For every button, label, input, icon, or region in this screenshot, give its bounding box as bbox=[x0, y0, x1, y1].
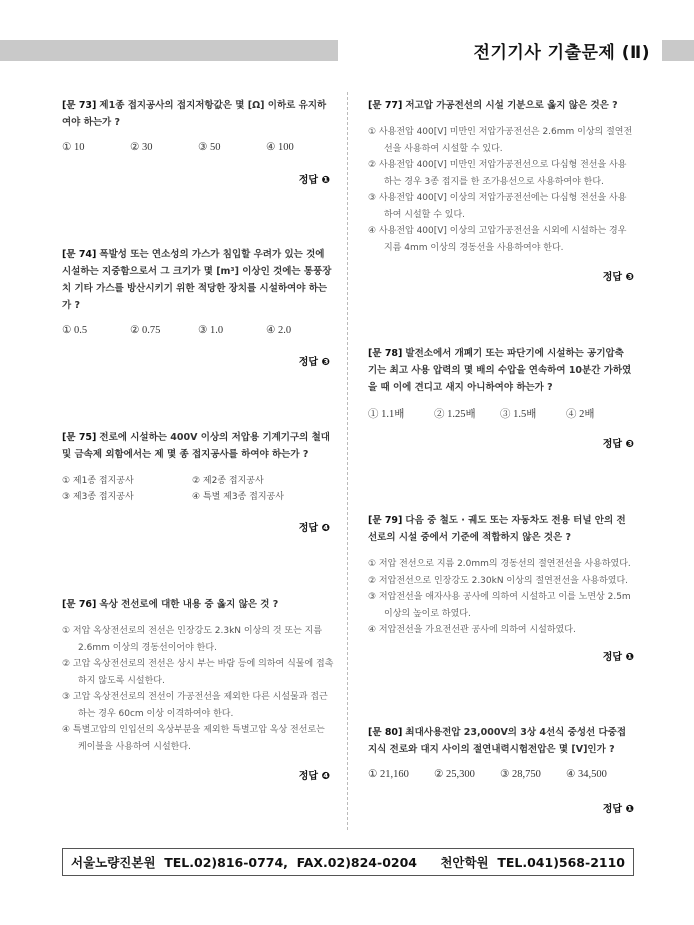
answer-label: 정답 ❶ bbox=[602, 804, 634, 815]
question-80 bbox=[368, 724, 633, 780]
question-77 bbox=[368, 97, 633, 256]
column-divider bbox=[347, 92, 348, 830]
option: ④ 100 bbox=[266, 142, 294, 153]
answer-label: 정답 ❸ bbox=[602, 439, 634, 450]
option-list bbox=[368, 124, 633, 256]
answer-label: 정답 ❹ bbox=[298, 771, 330, 782]
question-body: 전로에 시설하는 400V 이상의 저압용 기계기구의 철대 및 금속제 외함에서는 제 몇 종 접지공사를 하여야 하는가 ? bbox=[62, 432, 330, 460]
option-list bbox=[368, 556, 633, 639]
question-number: [문 74] bbox=[62, 249, 97, 260]
question-79 bbox=[368, 512, 633, 639]
option: ② 25,300 bbox=[434, 769, 475, 780]
answer-label: 정답 ❶ bbox=[298, 175, 330, 186]
option: ④ 특별고압의 인입선의 옥상부분을 제외한 특별고압 옥상 전선로는 케이블을 사용하여 시설한다. bbox=[62, 725, 325, 752]
option: ③ 저압전선을 애자사용 공사에 의하여 시설하고 이를 노면상 2.5m 이상의 높이로 하였다. bbox=[368, 592, 631, 619]
question-number: [문 78] bbox=[368, 348, 403, 359]
option: ④ 2배 bbox=[566, 409, 595, 420]
question-number: [문 73] bbox=[62, 100, 97, 111]
question-76 bbox=[62, 596, 334, 755]
question-78 bbox=[368, 345, 633, 421]
option-list bbox=[62, 623, 334, 755]
option: ② 고압 옥상전선로의 전선은 상시 부는 바람 등에 의하여 식물에 접촉하지 않도록 시설한다. bbox=[62, 659, 334, 686]
option-list bbox=[62, 324, 334, 336]
question-body: 폭발성 또는 연소성의 가스가 침입할 우려가 있는 것에 시설하는 지중함으로서 그 크기가 몇 [m³] 이상인 것에는 통풍장치 기타 가스를 방산시키기 위한 적당한 장치를 시설하여야 하는가 ? bbox=[62, 249, 332, 311]
option: ① 10 bbox=[62, 142, 85, 153]
option: ① 제1종 접지공사 bbox=[62, 476, 134, 486]
option: ③ 1.5배 bbox=[500, 409, 537, 420]
header-bar-left bbox=[0, 40, 338, 61]
question-73 bbox=[62, 97, 334, 153]
option: ② 1.25배 bbox=[434, 409, 476, 420]
option: ① 저압 옥상전선로의 전선은 인장강도 2.3kN 이상의 것 또는 지름 2.6mm 이상의 경동선이어야 한다. bbox=[62, 626, 323, 653]
question-number: [문 76] bbox=[62, 599, 97, 610]
question-number: [문 79] bbox=[368, 515, 403, 526]
option: ④ 2.0 bbox=[266, 325, 292, 336]
option: ② 30 bbox=[130, 142, 153, 153]
option: ③ 1.0 bbox=[198, 325, 224, 336]
page-title: 전기기사 기출문제 (Ⅱ) bbox=[473, 43, 650, 63]
option: ② 사용전압 400[V] 미만인 저압가공전선으로 다심형 전선을 사용하는 경우 3종 접지를 한 조가용선으로 사용하여야 한다. bbox=[368, 160, 627, 187]
question-number: [문 77] bbox=[368, 100, 403, 111]
answer-label: 정답 ❹ bbox=[298, 523, 330, 534]
footer-cheonan-contact: 천안학원 TEL.041)568-2110 bbox=[440, 855, 625, 870]
question-75 bbox=[62, 429, 334, 502]
question-body: 제1종 접지공사의 접지저항값은 몇 [Ω] 이하로 유지하여야 하는가 ? bbox=[62, 100, 327, 128]
answer-label: 정답 ❸ bbox=[602, 272, 634, 283]
option: ② 저압전선으로 인장강도 2.30kN 이상의 절연전선을 사용하였다. bbox=[368, 575, 629, 586]
question-text bbox=[62, 429, 334, 463]
option: ④ 저압전선을 가요전선관 공사에 의하여 시설하였다. bbox=[368, 625, 576, 635]
option: ③ 고압 옥상전선로의 전선이 가공전선을 제외한 다른 시설물과 접근하는 경우 60cm 이상 이격하여야 한다. bbox=[62, 692, 328, 719]
option: ③ 50 bbox=[198, 142, 221, 153]
option: ③ 사용전압 400[V] 이상의 저압가공전선에는 다심형 전선을 사용하여 시설할 수 있다. bbox=[368, 193, 627, 220]
option-list bbox=[368, 406, 633, 421]
option: ④ 사용전압 400[V] 이상의 고압가공전선을 시외에 시설하는 경우 지름 4mm 이상의 경동선을 사용하여야 한다. bbox=[368, 226, 627, 253]
option: ④ 특별 제3종 접지공사 bbox=[192, 492, 284, 502]
footer-contact-box bbox=[62, 848, 634, 876]
question-body: 옥상 전선로에 대한 내용 중 옳지 않은 것 ? bbox=[99, 599, 279, 610]
question-body: 다음 중 철도 · 궤도 또는 자동차도 전용 터널 안의 전선로의 시설 중에서 기준에 적합하지 않은 것은 ? bbox=[368, 515, 626, 543]
header-bar-right bbox=[662, 40, 694, 61]
question-text bbox=[368, 345, 633, 396]
question-text bbox=[62, 596, 334, 613]
option-list bbox=[368, 768, 633, 780]
option: ① 21,160 bbox=[368, 769, 409, 780]
question-body: 최대사용전압 23,000V의 3상 4선식 중성선 다중접지식 전로와 대지 사이의 절연내력시험전압은 몇 [V]인가 ? bbox=[368, 727, 627, 755]
option-list bbox=[62, 473, 334, 502]
question-text bbox=[62, 246, 334, 314]
question-text bbox=[62, 97, 334, 131]
question-body: 저고압 가공전선의 시설 기분으로 옳지 않은 것은 ? bbox=[405, 100, 618, 111]
question-text bbox=[368, 512, 633, 546]
option: ① 사용전압 400[V] 미만인 저압가공전선은 2.6mm 이상의 절연전선을 사용하여 시설할 수 있다. bbox=[368, 127, 633, 154]
question-number: [문 75] bbox=[62, 432, 97, 443]
option: ① 1.1배 bbox=[368, 409, 405, 420]
option: ① 저압 전선으로 지름 2.0mm의 경동선의 절연전선을 사용하였다. bbox=[368, 559, 631, 569]
option-list bbox=[62, 141, 334, 153]
question-text bbox=[368, 724, 633, 758]
option: ④ 34,500 bbox=[566, 769, 607, 780]
option: ③ 28,750 bbox=[500, 769, 541, 780]
question-body: 발전소에서 개폐기 또는 파단기에 시설하는 공기압축기는 최고 사용 압력의 몇 배의 수압을 연속하여 10분간 가하였을 때 이에 견디고 새지 아니하여야 하는가 ? bbox=[368, 348, 632, 393]
option: ③ 제3종 접지공사 bbox=[62, 492, 134, 502]
option: ① 0.5 bbox=[62, 325, 88, 336]
question-74 bbox=[62, 246, 334, 336]
answer-label: 정답 ❸ bbox=[298, 357, 330, 368]
option: ② 0.75 bbox=[130, 325, 161, 336]
option: ② 제2종 접지공사 bbox=[192, 476, 264, 486]
question-number: [문 80] bbox=[368, 727, 403, 738]
question-text bbox=[368, 97, 633, 114]
footer-seoul-contact: 서울노량진본원 TEL.02)816-0774, FAX.02)824-0204 bbox=[71, 855, 417, 870]
answer-label: 정답 ❶ bbox=[602, 652, 634, 663]
